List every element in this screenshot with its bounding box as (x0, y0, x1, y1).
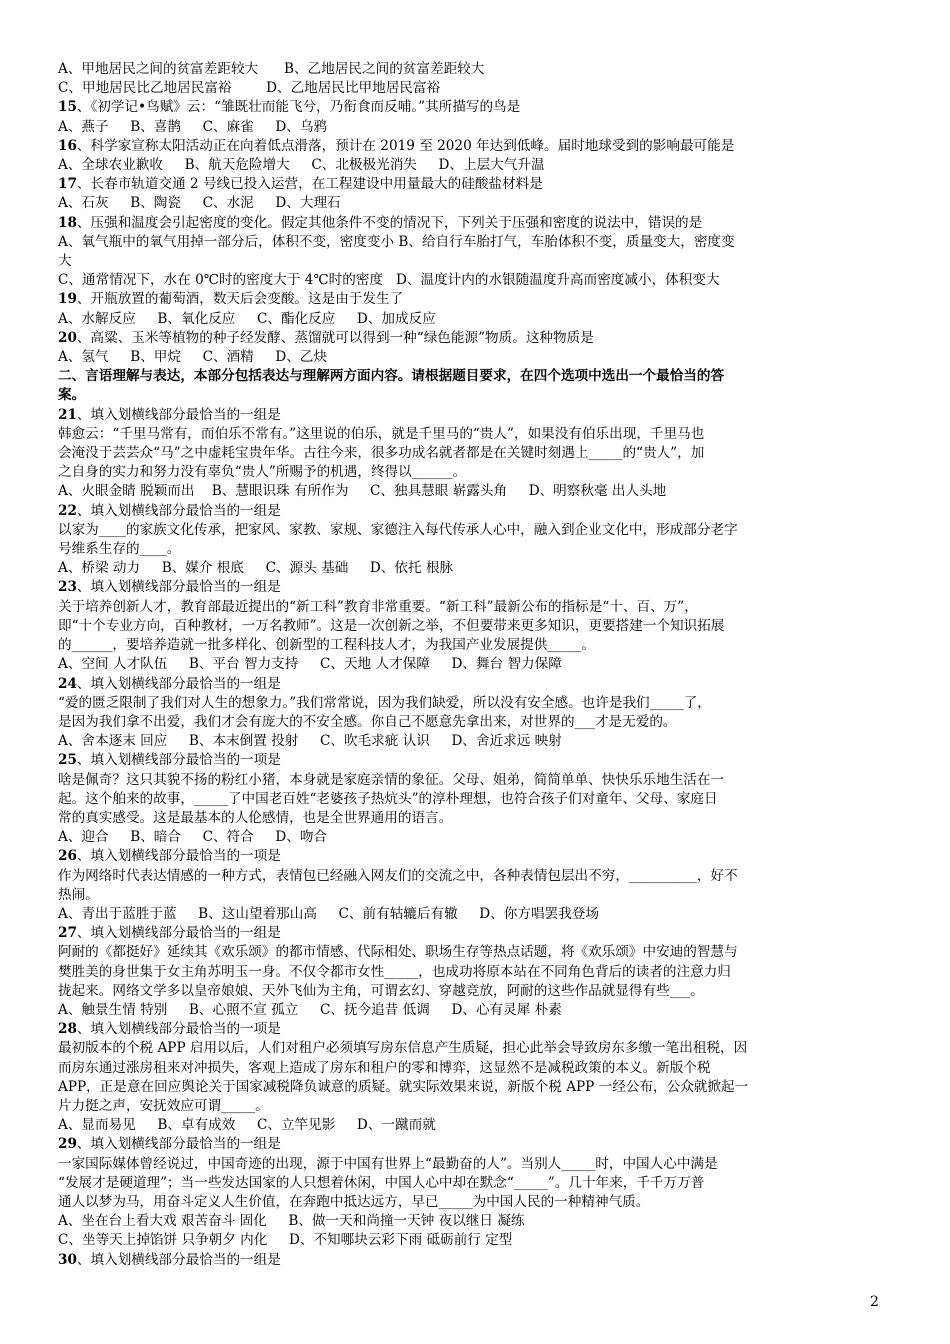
line-text: A、坐在台上看大戏 艰苦奋斗 固化 B、做一天和尚撞一天钟 夜以继日 凝练 (58, 1213, 525, 1230)
question-number: 20 (58, 329, 77, 346)
text-line (58, 1174, 900, 1193)
text-line (58, 963, 900, 982)
text-line (58, 1078, 900, 1097)
text-line (58, 867, 900, 886)
line-text: 会淹没于芸芸众“马”之中虚耗宝贵年华。古往今来，很多功成名就者都是在关键时刻遇上_____的“贵人”，加 (58, 445, 705, 462)
question-number: 27 (58, 925, 77, 942)
question-number: 25 (58, 752, 77, 769)
line-text: 片力挺之声，安抚效应可谓_____。 (58, 1097, 269, 1114)
question-number: 19 (58, 291, 77, 308)
line-text: 二、言语理解与表达，本部分包括表达与理解两方面内容。请根据题目要求，在四个选项中选出一个最恰当的答 (58, 368, 725, 385)
line-text: A、桥梁 动力 B、媒介 根底 C、源头 基础 D、依托 根脉 (58, 560, 454, 577)
question-stem (58, 502, 900, 521)
text-line (58, 1001, 900, 1020)
line-text: 、填入划横线部分最恰当的一组是 (76, 1136, 281, 1153)
line-text: 而房东通过涨房租来对冲损失，客观上造成了房东和租户的零和博弈，这显然不是减税政策的本义。新版个税 (58, 1059, 711, 1076)
line-text: 通人以梦为马，用奋斗定义人生价值，在奔跑中抵达远方，早已_____为中国人民的一种精神气质。 (58, 1193, 650, 1210)
line-text: 号维系生存的____。 (58, 541, 181, 558)
text-line (58, 694, 900, 713)
text-line (58, 425, 900, 444)
line-text: 作为网络时代表达情感的一种方式，表情包已经融入网友们的交流之中，各种表情包层出不穷，__________，好不 (58, 867, 738, 884)
question-number: 30 (58, 1251, 77, 1268)
question-number: 21 (58, 406, 77, 423)
text-line (58, 444, 900, 463)
line-text: A、甲地居民之间的贫富差距较大 B、乙地居民之间的贫富差距较大 (58, 61, 485, 77)
text-line (58, 194, 900, 213)
text-line (58, 809, 900, 828)
question-number: 18 (58, 214, 77, 231)
line-text: 案。 (58, 387, 86, 404)
text-line (58, 1039, 900, 1058)
text-line (58, 463, 900, 482)
line-text: A、燕子 B、喜鹊 C、麻雀 D、乌鸦 (58, 118, 328, 135)
line-text: A、空间 人才队伍 B、平台 智力支持 C、天地 人才保障 D、舞台 智力保障 (58, 656, 562, 673)
question-number: 26 (58, 848, 77, 865)
text-line (58, 982, 900, 1001)
question-stem (58, 924, 900, 943)
line-text: A、氢气 B、甲烷 C、酒精 D、乙炔 (58, 349, 328, 366)
text-line (58, 617, 900, 636)
question-number: 29 (58, 1136, 77, 1153)
line-text: 、填入划横线部分最恰当的一组是 (76, 406, 281, 423)
line-text: 起。这个舶来的故事，_____了中国老百姓“老婆孩子热炕头”的淳朴理想，也符合孩子们对童年、父母、家庭日 (58, 790, 718, 807)
line-text: 、填入划横线部分最恰当的一组是 (76, 1251, 281, 1268)
line-text: “发展才是硬道理”；当一些发达国家的人只想着休闲，中国人心中却在默念“_____”。几十年来，千千万万普 (58, 1174, 705, 1191)
line-text: 以家为____的家族文化传承，把家风、家教、家规、家德注入每代传承人心中，融入到企业文化中，形成部分老字 (58, 521, 738, 538)
question-stem (58, 214, 900, 233)
question-stem (58, 329, 900, 348)
line-text: 啥是佩奇？这只其貌不扬的粉红小猪，本身就是家庭亲情的象征。父母、姐弟，简简单单、快快乐乐地生活在一 (58, 771, 725, 788)
text-line (58, 713, 900, 732)
text-line (58, 1231, 900, 1250)
text-line (58, 310, 900, 329)
text-line (58, 1059, 900, 1078)
text-line (58, 271, 900, 290)
question-number: 15 (58, 99, 77, 116)
line-text: 、填入划横线部分最恰当的一组是 (76, 925, 281, 942)
line-text: 、压强和温度会引起密度的变化。假定其他条件不变的情况下，下列关于压强和密度的说法中，错误的是 (76, 214, 703, 231)
question-stem (58, 578, 900, 597)
line-text: 、开瓶放置的葡萄酒，数天后会变酸。这是由于发生了 (76, 291, 404, 308)
question-number: 28 (58, 1021, 77, 1038)
question-stem (58, 98, 900, 117)
text-line (58, 252, 900, 271)
line-text: 、《初学记•鸟赋》云：“雏既壮而能飞兮，乃衔食而反哺。”其所描写的鸟是 (76, 99, 521, 116)
text-line (58, 943, 900, 962)
question-stem (58, 675, 900, 694)
text-line (58, 156, 900, 175)
line-text: 之自身的实力和努力没有辜负“贵人”所赐予的机遇，终得以______。 (58, 464, 467, 481)
question-number: 24 (58, 675, 77, 692)
text-line (58, 540, 900, 559)
text-line (58, 1155, 900, 1174)
question-stem (58, 847, 900, 866)
text-line (58, 233, 900, 252)
line-text: C、坐等天上掉馅饼 只争朝夕 内化 D、不知哪块云彩下雨 砥砺前行 定型 (58, 1232, 513, 1249)
question-stem (58, 1251, 900, 1270)
line-text: C、甲地居民比乙地居民富裕 D、乙地居民比甲地居民富裕 (58, 80, 441, 97)
line-text: 阿耐的《都挺好》延续其《欢乐颂》的都市情感、代际相处、职场生存等热点话题，将《欢乐颂》中安迪的智慧与 (58, 944, 738, 961)
line-text: 樊胜美的身世集于女主角苏明玉一身。不仅令都市女性_____，也成功将原本站在不同角色背后的读者的注意力归 (58, 963, 731, 980)
text-line (58, 1193, 900, 1212)
question-number: 17 (58, 176, 77, 193)
text-line (58, 60, 900, 79)
line-text: A、显而易见 B、卓有成效 C、立竿见影 D、一蹴而就 (58, 1117, 436, 1134)
line-text: 、填入划横线部分最恰当的一组是 (76, 502, 281, 519)
text-line (58, 559, 900, 578)
question-stem (58, 137, 900, 156)
question-number: 16 (58, 137, 77, 154)
text-line (58, 655, 900, 674)
line-text: A、触景生情 特别 B、心照不宣 孤立 C、抚今追昔 低调 D、心有灵犀 朴素 (58, 1001, 562, 1018)
text-line (58, 79, 900, 98)
line-text: A、火眼金睛 脱颖而出 B、慧眼识珠 有所作为 C、独具慧眼 崭露头角 D、明察秋毫 出人头地 (58, 483, 667, 500)
line-text: 、填入划横线部分最恰当的一组是 (76, 579, 281, 596)
question-stem (58, 406, 900, 425)
line-text: A、石灰 B、陶瓷 C、水泥 D、大理石 (58, 195, 341, 212)
line-text: 热闹。 (58, 886, 99, 903)
section-heading (58, 367, 900, 386)
line-text: 韩愈云：“千里马常有，而伯乐不常有。”这里说的伯乐，就是千里马的“贵人”，如果没有伯乐出现，千里马也 (58, 425, 705, 442)
section-heading (58, 386, 900, 405)
line-text: A、水解反应 B、氧化反应 C、酯化反应 D、加成反应 (58, 310, 436, 327)
line-text: 、填入划横线部分最恰当的一项是 (76, 1021, 281, 1038)
text-line (58, 732, 900, 751)
line-text: 、高粱、玉米等植物的种子经发酵、蒸馏就可以得到一种“绿色能源”物质。这种物质是 (76, 329, 594, 346)
line-text: A、舍本逐末 回应 B、本末倒置 投射 C、吹毛求疵 认识 D、舍近求远 映射 (58, 733, 562, 750)
question-stem (58, 1020, 900, 1039)
question-stem (58, 1135, 900, 1154)
line-text: 、长春市轨道交通 2 号线已投入运营，在工程建设中用量最大的硅酸盐材料是 (76, 176, 543, 193)
question-number: 23 (58, 579, 77, 596)
line-text: 是因为我们拿不出爱，我们才会有庞大的不安全感。你自己不愿意先拿出来，对世界的___才是无爱的。 (58, 713, 677, 730)
line-text: 、填入划横线部分最恰当的一组是 (76, 675, 281, 692)
line-text: A、氧气瓶中的氧气用掉一部分后，体积不变，密度变小 B、给自行车胎打气，车胎体积不变，质量变大，密度变 (58, 233, 735, 250)
text-line (58, 521, 900, 540)
text-line (58, 790, 900, 809)
question-stem (58, 751, 900, 770)
text-line (58, 598, 900, 617)
question-number: 22 (58, 502, 77, 519)
line-text: APP，正是意在回应舆论关于国家减税降负诚意的质疑。就实际效果来说，新版个税 APP 一经公布，公众就掀起一 (58, 1078, 749, 1095)
text-line (58, 828, 900, 847)
question-stem (58, 175, 900, 194)
line-text: 的______，要培养造就一批多样化、创新型的工程科技人才，为我国产业发展提供_____。 (58, 637, 595, 654)
line-text: 拢起来。网络文学多以皇帝娘娘、天外飞仙为主角，可谓玄幻、穿越竞放，阿耐的这些作品就显得有些___。 (58, 982, 704, 999)
text-line (58, 348, 900, 367)
text-line (58, 1116, 900, 1135)
line-text: 、填入划横线部分最恰当的一项是 (76, 848, 281, 865)
line-text: A、迎合 B、暗合 C、符合 D、吻合 (58, 829, 328, 846)
line-text: 最初版本的个税 APP 启用以后，人们对租户必须填写房东信息产生质疑，担心此举会导致房东多缴一笔出租税，因 (58, 1040, 748, 1057)
line-text: A、全球农业歉收 B、航天危险增大 C、北极极光消失 D、上层大气升温 (58, 157, 545, 174)
text-line (58, 636, 900, 655)
text-line (58, 1212, 900, 1231)
text-line (58, 1097, 900, 1116)
text-line (58, 118, 900, 137)
document-page (58, 60, 900, 1270)
line-text: 、填入划横线部分最恰当的一项是 (76, 752, 281, 769)
question-stem (58, 290, 900, 309)
line-text: 即“十个专业方向，百种教材，一万名教师”。这是一次创新之举，不但要带来更多知识，更要搭建一个知识拓展 (58, 617, 725, 634)
text-line (58, 886, 900, 905)
text-line (58, 905, 900, 924)
line-text: C、通常情况下，水在 0℃时的密度大于 4℃时的密度 D、温度计内的水银随温度升高而密度减小，体积变大 (58, 272, 720, 289)
line-text: 关于培养创新人才，教育部最近提出的“新工科”教育非常重要。“新工科”最新公布的指标是“十、百、万”， (58, 598, 698, 615)
text-line (58, 771, 900, 790)
line-text: 常的真实感受。这是最基本的人伦感情，也是全世界通用的语言。 (58, 809, 453, 826)
line-text: A、青出于蓝胜于蓝 B、这山望着那山高 C、前有轱辘后有辙 D、你方唱罢我登场 (58, 905, 599, 922)
line-text: “爱的匮乏限制了我们对人生的想象力。”我们常常说，因为我们缺爱，所以没有安全感。也许是我们_____了， (58, 694, 711, 711)
text-line (58, 482, 900, 501)
line-text: 大 (58, 253, 72, 270)
page-number: 2 (870, 1294, 879, 1310)
line-text: 一家国际媒体曾经说过，中国奇迹的出现，源于中国有世界上“最勤奋的人”。当别人_____时，中国人心中满是 (58, 1155, 718, 1172)
line-text: 、科学家宣称太阳活动正在向着低点滑落，预计在 2019 至 2020 年达到低峰。届时地球受到的影响最可能是 (76, 137, 735, 154)
